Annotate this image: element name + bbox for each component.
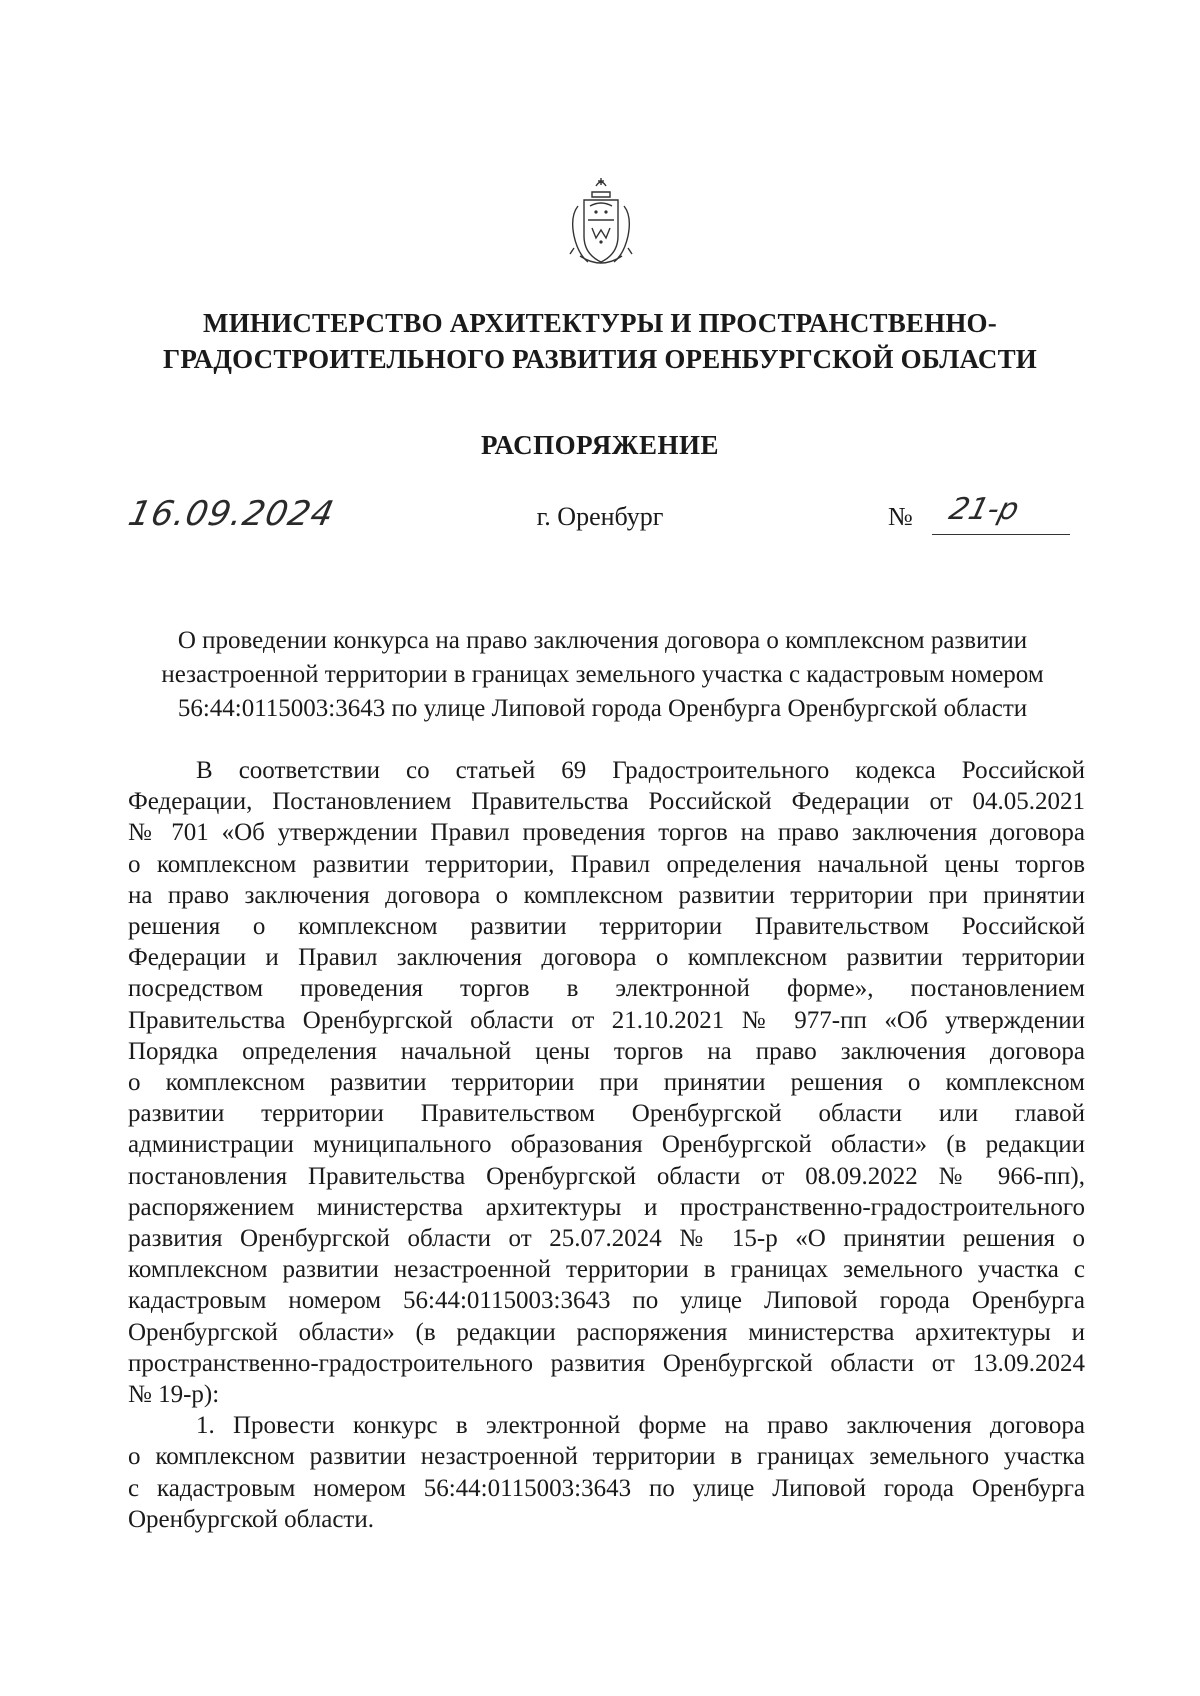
body-line: администрации муниципального образования Оренбургской области» (в редакции [128, 1131, 1085, 1159]
body-line: комплексном развитии незастроенной территории в границах земельного участка с [128, 1256, 1085, 1284]
body-line: 1. Провести конкурс в электронной форме на право заключения договора [196, 1412, 1085, 1440]
number-underline [932, 534, 1070, 535]
number-sign: № [888, 502, 913, 531]
ministry-name [120, 305, 1080, 377]
body-line: Федерации, Постановлением Правительства Российской Федерации от 04.05.2021 [128, 788, 1085, 816]
subject-line: О проведении конкурса на право заключения договора о комплексном развитии [177, 627, 1028, 654]
body-line: Правительства Оренбургской области от 21.10.2021 № 977-пп «Об утверждении [128, 1006, 1085, 1034]
handwritten-date: 16.09.2024 [124, 494, 338, 534]
subject-line: незастроенной территории в границах земельного участка с кадастровым номером [161, 661, 1044, 688]
body-line: Оренбургской области» (в редакции распоряжения министерства архитектуры и [128, 1318, 1085, 1346]
body-line: развития Оренбургской области от 25.07.2024 № 15-р «О принятии решения о [128, 1225, 1085, 1253]
ministry-line-1: МИНИСТЕРСТВО АРХИТЕКТУРЫ И ПРОСТРАНСТВЕННО- [203, 308, 997, 338]
document-body [128, 755, 1085, 1535]
body-line: решения о комплексном развитии территории Правительством Российской [128, 913, 1085, 941]
body-line: распоряжением министерства архитектуры и пространственно-градостроительного [128, 1193, 1085, 1221]
body-line: о комплексном развитии территории при принятии решения о комплексном [128, 1069, 1085, 1097]
body-line: о комплексном развитии территории, Правил определения начальной цены торгов [128, 850, 1085, 878]
document-number [888, 492, 1078, 540]
body-line: пространственно-градостроительного развития Оренбургской области от 13.09.2024 [128, 1349, 1085, 1377]
body-line: с кадастровым номером 56:44:0115003:3643 по улице Липовой города Оренбурга [128, 1474, 1085, 1502]
subject-line: 56:44:0115003:3643 по улице Липовой города Оренбурга Оренбургской области [177, 695, 1028, 722]
body-line: № 701 «Об утверждении Правил проведения торгов на право заключения договора [128, 819, 1085, 847]
body-line: на право заключения договора о комплексном развитии территории при принятии [128, 881, 1085, 909]
body-line: кадастровым номером 56:44:0115003:3643 по улице Липовой города Оренбурга [128, 1287, 1085, 1315]
body-line: постановления Правительства Оренбургской области от 08.09.2022 № 966-пп), [128, 1162, 1085, 1190]
body-line: Порядка определения начальной цены торгов на право заключения договора [128, 1037, 1085, 1065]
city-name: г. Оренбург [536, 502, 664, 531]
body-line: развитии территории Правительством Оренбургской области или главой [128, 1100, 1085, 1128]
body-line: о комплексном развитии незастроенной территории в границах земельного участка [128, 1443, 1085, 1471]
body-line: Федерации и Правил заключения договора о комплексном развитии территории [128, 944, 1085, 972]
ministry-line-2: ГРАДОСТРОИТЕЛЬНОГО РАЗВИТИЯ ОРЕНБУРГСКОЙ ОБЛАСТИ [163, 344, 1037, 374]
body-line: посредством проведения торгов в электронной форме», постановлением [128, 975, 1085, 1003]
body-line: Оренбургской области. [128, 1505, 374, 1533]
document-type: РАСПОРЯЖЕНИЕ [480, 430, 720, 460]
handwritten-number: 21-р [945, 492, 1023, 527]
document-subject [120, 624, 1085, 726]
body-line: № 19-р): [128, 1381, 220, 1409]
coat-of-arms-icon [566, 176, 636, 276]
body-line: В соответствии со статьей 69 Градостроительного кодекса Российской [196, 757, 1085, 784]
